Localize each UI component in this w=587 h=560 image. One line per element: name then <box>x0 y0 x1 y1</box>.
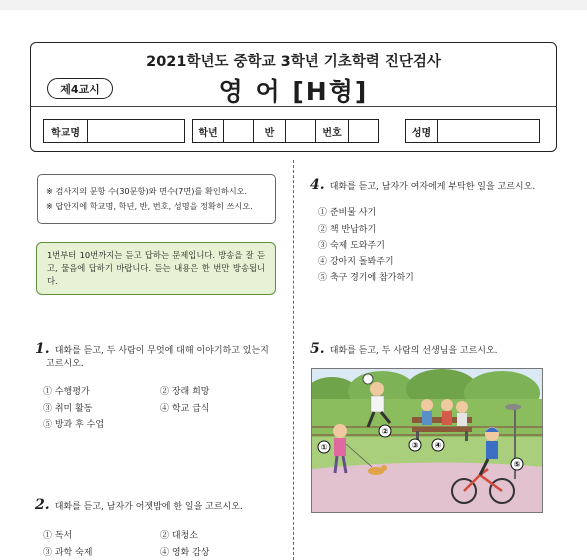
grade-input-box <box>224 119 254 143</box>
question-number: 5. <box>310 341 325 357</box>
question-4 <box>310 174 580 193</box>
name-field <box>405 119 540 143</box>
q4-option-3[interactable]: ③ 숙제 도와주기 <box>318 241 385 251</box>
name-label: 성명 <box>405 119 438 143</box>
q1-option-1[interactable]: ① 수행평가 <box>43 387 90 397</box>
q2-option-4[interactable]: ④ 영화 감상 <box>160 548 210 558</box>
page-top-band <box>0 0 587 10</box>
grade-label: 학년 <box>192 119 224 143</box>
instruction-line-2: ※ 답안지에 학교명, 학년, 반, 번호, 성명을 정확히 쓰시오. <box>46 201 253 211</box>
name-input-box <box>438 119 540 143</box>
q4-option-5[interactable]: ⑤ 축구 경기에 참가하기 <box>318 273 414 283</box>
school-field <box>43 119 185 143</box>
question-number: 2. <box>35 497 50 513</box>
park-scene-svg <box>312 369 543 513</box>
question-1-text-continued: 고르시오. <box>46 359 84 369</box>
q2-option-3[interactable]: ③ 과학 숙제 <box>43 548 93 558</box>
q4-option-2[interactable]: ② 책 반납하기 <box>318 225 377 235</box>
instruction-line-1: ※ 검사지의 문항 수(30문항)와 면수(7면)를 확인하시오. <box>46 186 248 196</box>
listening-notice-box <box>36 242 276 295</box>
marker-2: ② <box>381 427 389 436</box>
question-5 <box>310 338 580 357</box>
number-label: 번호 <box>316 119 349 143</box>
listening-notice-text: 1번부터 10번까지는 듣고 답하는 문제입니다. 방송을 잘 듣고, 물음에 답하기 바랍니다. 듣는 내용은 한 번만 방송됩니다. <box>47 250 265 286</box>
marker-4: ④ <box>434 441 442 450</box>
class-label: 반 <box>254 119 286 143</box>
q1-option-2[interactable]: ② 장래 희망 <box>160 387 210 397</box>
q4-option-1[interactable]: ① 준비물 사기 <box>318 208 377 218</box>
question-text: 대화를 듣고, 남자가 여자에게 부탁한 일을 고르시오. <box>329 182 536 192</box>
grade-class-number-field <box>192 119 379 143</box>
marker-1: ① <box>320 443 328 452</box>
question-text: 대화를 듣고, 남자가 어젯밤에 한 일을 고르시오. <box>54 502 243 512</box>
marker-5: ⑤ <box>513 460 521 469</box>
class-input-box <box>286 119 316 143</box>
subject-title: 영 어 [H형] <box>218 77 369 106</box>
q4-option-4[interactable]: ④ 강아지 돌봐주기 <box>318 257 394 267</box>
school-label: 학교명 <box>43 119 88 143</box>
q2-option-2[interactable]: ② 대청소 <box>160 531 198 541</box>
question-text: 대화를 듣고, 두 사람이 무엇에 대해 이야기하고 있는지 <box>54 346 269 356</box>
marker-3: ③ <box>411 441 419 450</box>
period-badge: 제4교시 <box>47 78 113 99</box>
q1-option-3[interactable]: ③ 취미 활동 <box>43 404 93 414</box>
q2-option-1[interactable]: ① 독서 <box>43 531 73 541</box>
exam-title: 2021학년도 중학교 3학년 기초학력 진단검사 <box>146 54 441 70</box>
q1-option-4[interactable]: ④ 학교 급식 <box>160 404 210 414</box>
number-input-box <box>349 119 379 143</box>
header-divider <box>30 106 557 107</box>
question-number: 1. <box>35 341 50 357</box>
instructions-box <box>37 174 276 224</box>
park-scene-illustration <box>311 368 543 513</box>
column-divider <box>293 160 294 560</box>
school-input-box <box>88 119 185 143</box>
q1-option-5[interactable]: ⑤ 방과 후 수업 <box>43 420 105 430</box>
question-text: 대화를 듣고, 두 사람의 선생님을 고르시오. <box>329 346 498 356</box>
question-1 <box>35 338 285 357</box>
question-number: 4. <box>310 177 325 193</box>
question-2 <box>35 494 285 513</box>
